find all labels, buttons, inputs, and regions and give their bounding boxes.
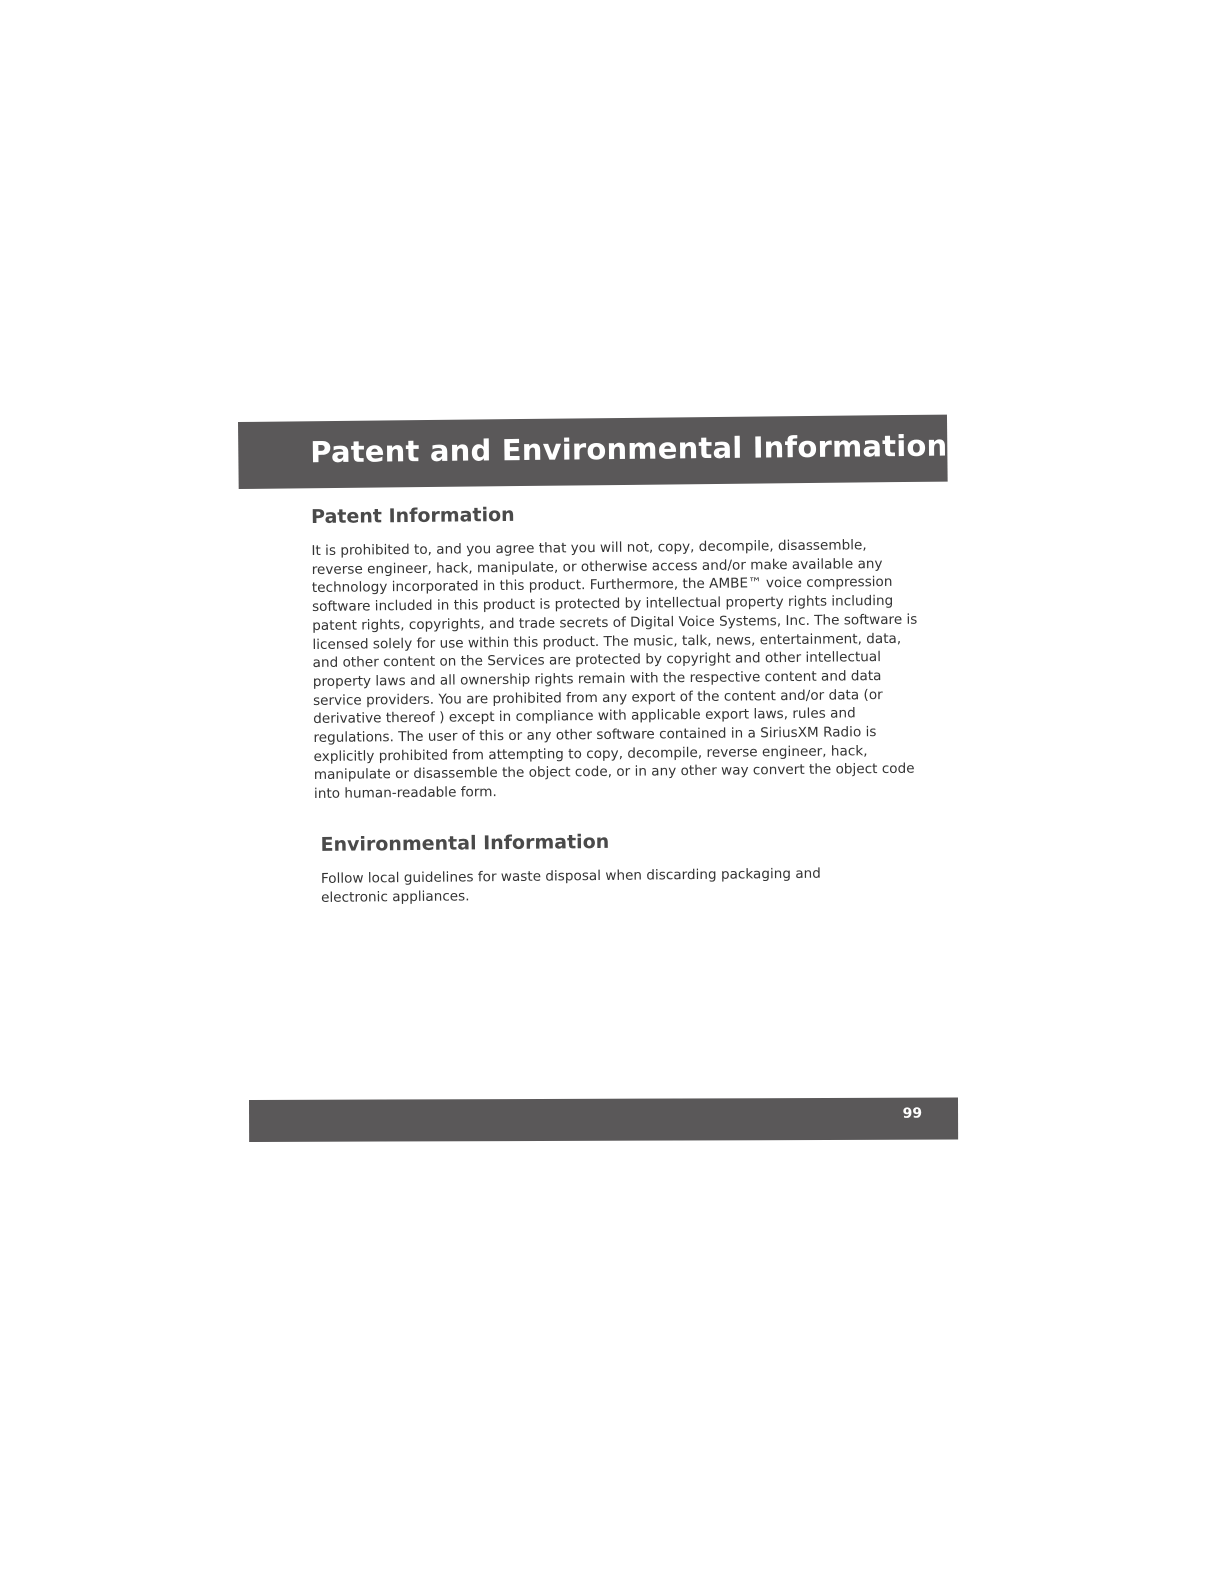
environmental-section — [314, 827, 925, 907]
environmental-body: Follow local guidelines for waste disposal when discarding packaging and electronic appliances. — [320, 865, 821, 906]
footer-bar — [249, 1098, 958, 1142]
environmental-heading: Environmental Information — [320, 830, 610, 856]
patent-heading: Patent Information — [311, 503, 515, 528]
header-bar — [238, 415, 948, 489]
page-number: 99 — [902, 1105, 923, 1122]
patent-section — [311, 500, 924, 804]
patent-body: It is prohibited to, and you agree that you will not, copy, decompile, disassemble, reverse engineer, hack, manipulate, or otherwise access and/or make available any technology incorporated in this product. Furthermore, the AMBE™ voice compression software included in this product is protected by intellectual property rights including patent rights, copyrights, and trade secrets of Digital Voice Systems, Inc. The software is licensed solely for use within this product. The music, talk, news, entertainment, data, and other content on the Services are protected by copyright and other intellectual property laws and all ownership rights remain with the respective content and data service providers. You are prohibited from any export of the content and/or data (or derivative thereof ) except in compliance with applicable export laws, rules and regulations. The user of this or any other software contained in a SiriusXM Radio is explicitly prohibited from attempting to copy, decompile, reverse engineer, hack, manipulate or disassemble the object code, or in any other way convert the object code into human-readable form. — [311, 537, 918, 803]
content-area — [311, 500, 925, 908]
page-title: Patent and Environmental Information — [310, 428, 948, 470]
